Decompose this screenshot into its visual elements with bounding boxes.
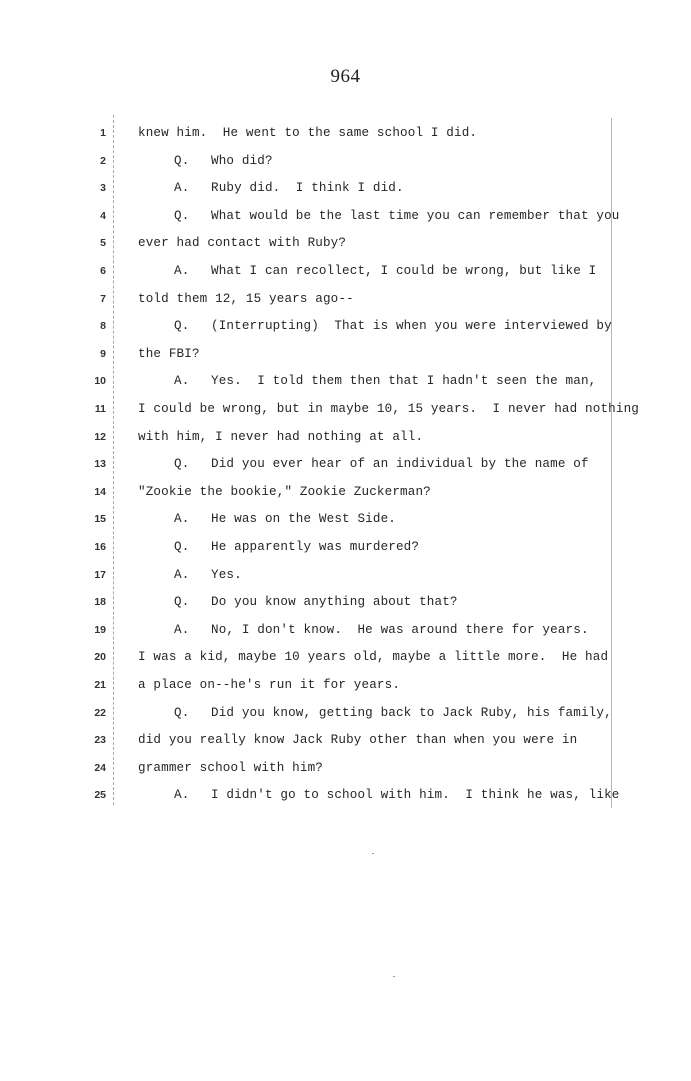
transcript-line bbox=[0, 591, 691, 613]
line-number: 11 bbox=[94, 403, 106, 415]
transcript-line bbox=[0, 564, 691, 586]
line-number: 22 bbox=[94, 706, 106, 719]
line-text bbox=[138, 398, 639, 420]
transcript-line bbox=[0, 453, 691, 475]
speaker-label: A. bbox=[174, 374, 190, 389]
line-content: told them 12, 15 years ago-- bbox=[138, 291, 354, 306]
transcript-line bbox=[0, 398, 691, 420]
line-text bbox=[138, 729, 577, 751]
transcript-line bbox=[0, 619, 691, 641]
line-text bbox=[174, 453, 589, 475]
transcript-line bbox=[0, 343, 691, 365]
line-number: 21 bbox=[94, 679, 106, 691]
transcript-line bbox=[0, 536, 691, 558]
line-content: I could be wrong, but in maybe 10, 15 years. I never had nothing bbox=[138, 402, 639, 416]
line-content: Do you know anything about that? bbox=[211, 595, 458, 610]
line-number: 2 bbox=[100, 154, 106, 167]
scan-speck bbox=[393, 976, 395, 977]
line-content: a place on--he's run it for years. bbox=[138, 678, 401, 692]
speaker-label: A. bbox=[174, 622, 190, 637]
line-content: the FBI? bbox=[138, 346, 200, 361]
line-text bbox=[174, 536, 419, 558]
line-text bbox=[174, 370, 596, 392]
line-text bbox=[138, 232, 346, 254]
line-text bbox=[174, 702, 612, 724]
transcript-line bbox=[0, 122, 691, 144]
scan-speck bbox=[372, 853, 374, 854]
line-number: 6 bbox=[100, 265, 106, 277]
transcript-line bbox=[0, 370, 691, 392]
transcript-line bbox=[0, 481, 691, 503]
line-number: 3 bbox=[100, 182, 106, 195]
line-content: knew him. He went to the same school I did. bbox=[138, 126, 478, 140]
line-text bbox=[174, 619, 589, 641]
line-content: Did you know, getting back to Jack Ruby, his family, bbox=[211, 705, 612, 720]
line-text bbox=[138, 674, 400, 696]
line-number: 24 bbox=[94, 761, 106, 774]
line-content: What would be the last time you can remember that you bbox=[211, 208, 620, 223]
line-content: No, I don't know. He was around there for years. bbox=[211, 622, 589, 637]
speaker-label: Q. bbox=[174, 595, 190, 610]
line-text bbox=[174, 784, 620, 806]
transcript-line bbox=[0, 729, 691, 751]
transcript-line bbox=[0, 315, 691, 337]
line-text bbox=[174, 564, 242, 586]
transcript-line bbox=[0, 288, 691, 310]
line-number: 12 bbox=[94, 430, 106, 443]
line-text bbox=[138, 757, 323, 779]
speaker-label: Q. bbox=[174, 457, 190, 472]
line-number: 20 bbox=[94, 651, 106, 664]
transcript-line bbox=[0, 757, 691, 779]
speaker-label: Q. bbox=[174, 208, 190, 223]
line-number: 5 bbox=[100, 237, 106, 250]
page-number: 964 bbox=[330, 66, 361, 87]
line-text bbox=[174, 591, 458, 613]
line-content: ever had contact with Ruby? bbox=[138, 236, 347, 251]
transcript-line bbox=[0, 232, 691, 254]
line-number: 14 bbox=[94, 485, 106, 498]
line-text bbox=[174, 508, 396, 530]
line-content: did you really know Jack Ruby other than when you were in bbox=[138, 733, 578, 748]
line-text bbox=[138, 646, 608, 668]
line-number: 8 bbox=[100, 320, 106, 333]
line-content: He was on the West Side. bbox=[211, 512, 396, 527]
speaker-label: Q. bbox=[174, 540, 190, 554]
line-content: (Interrupting) That is when you were interviewed by bbox=[211, 319, 612, 334]
line-number: 13 bbox=[94, 458, 106, 471]
transcript-line bbox=[0, 784, 691, 806]
transcript-line bbox=[0, 205, 691, 227]
line-number: 1 bbox=[100, 127, 106, 139]
line-content: I didn't go to school with him. I think he was, like bbox=[211, 788, 620, 803]
line-number: 17 bbox=[94, 568, 106, 581]
line-content: grammer school with him? bbox=[138, 760, 323, 775]
transcript-line bbox=[0, 674, 691, 696]
line-content: Who did? bbox=[211, 153, 273, 168]
line-number: 7 bbox=[100, 292, 106, 305]
line-text bbox=[138, 343, 200, 365]
line-text bbox=[174, 150, 273, 172]
line-text bbox=[174, 177, 404, 199]
speaker-label: A. bbox=[174, 567, 190, 582]
line-number: 23 bbox=[94, 734, 106, 747]
line-text bbox=[174, 205, 620, 227]
line-content: Yes. bbox=[211, 567, 242, 582]
line-content: Ruby did. I think I did. bbox=[211, 181, 404, 196]
line-content: I was a kid, maybe 10 years old, maybe a little more. He had bbox=[138, 650, 609, 665]
line-number: 10 bbox=[94, 375, 106, 388]
speaker-label: Q. bbox=[174, 705, 190, 720]
line-text bbox=[138, 288, 354, 310]
speaker-label: Q. bbox=[174, 319, 190, 334]
line-content: He apparently was murdered? bbox=[211, 540, 420, 554]
transcript-line bbox=[0, 177, 691, 199]
line-text bbox=[138, 426, 423, 448]
line-number: 25 bbox=[94, 789, 106, 802]
line-number: 9 bbox=[100, 347, 106, 360]
transcript-line bbox=[0, 646, 691, 668]
line-number: 18 bbox=[94, 596, 106, 609]
line-number: 15 bbox=[94, 513, 106, 526]
line-text bbox=[174, 260, 596, 282]
line-content: Did you ever hear of an individual by the name of bbox=[211, 457, 589, 472]
line-number: 4 bbox=[100, 209, 106, 222]
line-text bbox=[138, 122, 477, 144]
line-text bbox=[138, 481, 431, 503]
transcript-line bbox=[0, 508, 691, 530]
speaker-label: A. bbox=[174, 181, 190, 196]
speaker-label: A. bbox=[174, 264, 190, 278]
speaker-label: A. bbox=[174, 512, 190, 527]
transcript-line bbox=[0, 702, 691, 724]
line-content: What I can recollect, I could be wrong, but like I bbox=[211, 264, 597, 278]
transcript-line bbox=[0, 426, 691, 448]
line-content: "Zookie the bookie," Zookie Zuckerman? bbox=[138, 484, 431, 499]
transcript-line bbox=[0, 260, 691, 282]
line-content: with him, I never had nothing at all. bbox=[138, 429, 424, 444]
line-number: 19 bbox=[94, 623, 106, 636]
transcript-line bbox=[0, 150, 691, 172]
speaker-label: Q. bbox=[174, 153, 190, 168]
line-text bbox=[174, 315, 612, 337]
line-content: Yes. I told them then that I hadn't seen the man, bbox=[211, 374, 597, 389]
speaker-label: A. bbox=[174, 788, 190, 803]
line-number: 16 bbox=[94, 541, 106, 553]
